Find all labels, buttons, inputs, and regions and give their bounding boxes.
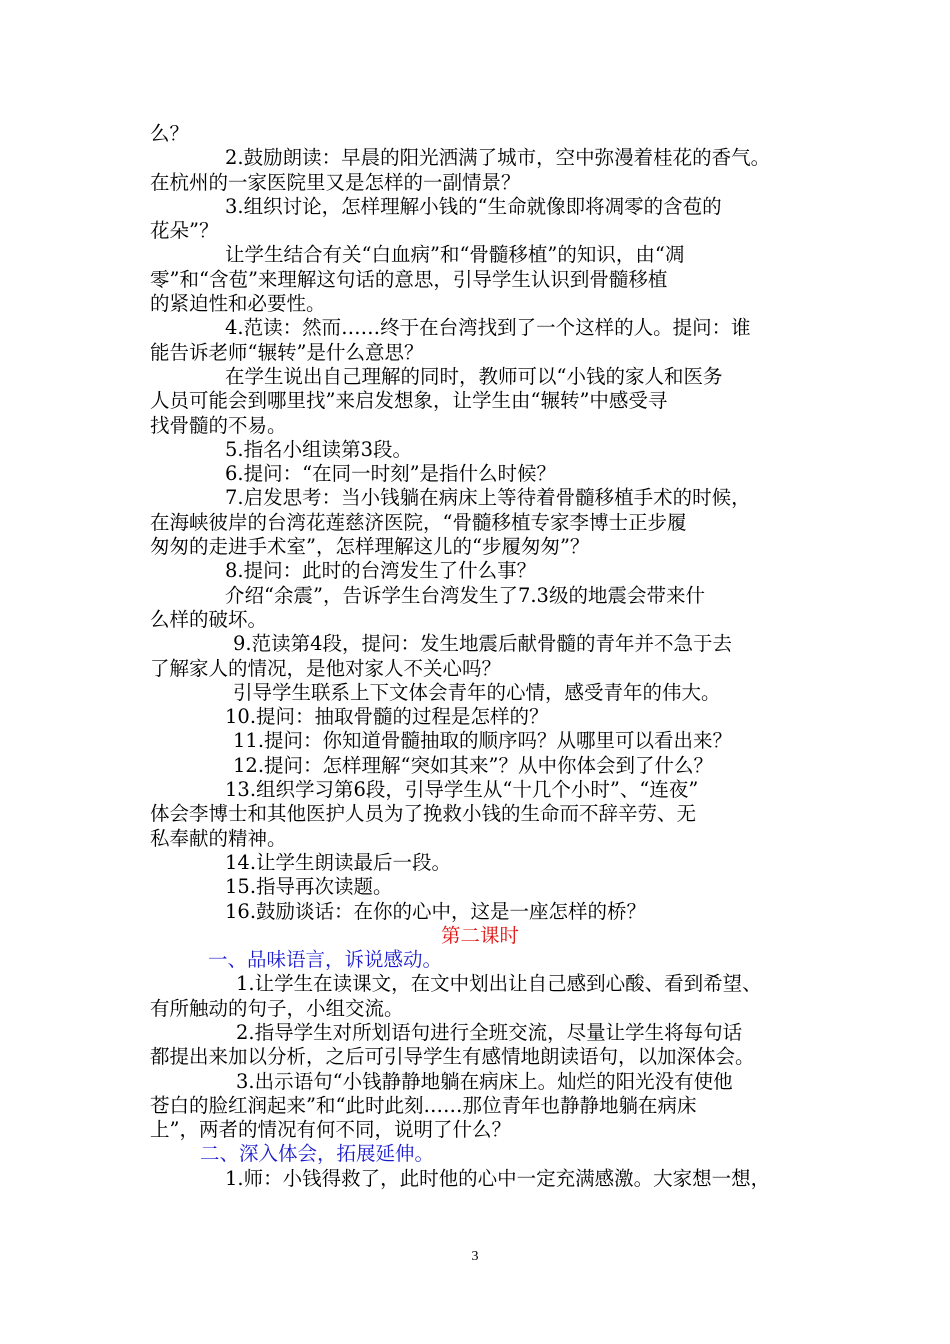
text-line: 5.指名小组读第3段。 (225, 437, 413, 461)
text-line: 匆匆的走进手术室”，怎样理解这儿的“步履匆匆”？ (150, 535, 590, 559)
text-line: 介绍“余震”，告诉学生台湾发生了7.3级的地震会带来什 (225, 583, 705, 607)
page-number: 3 (471, 1249, 479, 1264)
text-line: 在海峡彼岸的台湾花莲慈济医院，“骨髓移植专家李博士正步履 (150, 510, 687, 534)
text-line: 么？ (150, 122, 190, 145)
text-line: 花朵”？ (150, 219, 219, 243)
text-line: 人员可能会到哪里找”来启发想象，让学生由“辗转”中感受寻 (150, 389, 668, 413)
text-line: 能告诉老师“辗转”是什么意思？ (150, 340, 424, 364)
text-line: 13.组织学习第6段，引导学生从“十几个小时”、“连夜” (225, 778, 699, 802)
text-line: 6.提问：“在同一时刻”是指什么时候？ (225, 462, 557, 486)
text-line: 11.提问：你知道骨髓抽取的顺序吗？从哪里可以看出来？ (233, 729, 733, 753)
text-line: 3.出示语句“小钱静静地躺在病床上。灿烂的阳光没有使他 (236, 1069, 733, 1093)
text-line: 8.提问：此时的台湾发生了什么事？ (225, 559, 537, 583)
text-line: 16.鼓励谈话：在你的心中，这是一座怎样的桥？ (225, 899, 647, 923)
text-line: 在杭州的一家医院里又是怎样的一副情景？ (150, 170, 521, 194)
text-line: 体会李博士和其他医护人员为了挽救小钱的生命而不辞辛劳、无 (150, 802, 697, 826)
text-line: 在学生说出自己理解的同时，教师可以“小钱的家人和医务 (225, 364, 723, 388)
text-line: 上”，两者的情况有何不同，说明了什么？ (150, 1118, 511, 1142)
text-line: 3.组织讨论，怎样理解小钱的“生命就像即将凋零的含苞的 (225, 194, 722, 218)
section-heading: 二、深入体会，拓展延伸。 (200, 1142, 435, 1166)
section-heading: 一、品味语言，诉说感动。 (208, 948, 443, 972)
text-line: 的紧迫性和必要性。 (150, 292, 326, 316)
text-line: 7.启发思考：当小钱躺在病床上等待着骨髓移植手术的时候， (225, 486, 751, 510)
text-line: 2.鼓励朗读：早晨的阳光洒满了城市，空中弥漫着桂花的香气。 (225, 146, 771, 170)
text-line: 苍白的脸红润起来”和“此时此刻……那位青年也静静地躺在病床 (150, 1093, 697, 1117)
text-line: 4.范读：然而……终于在台湾找到了一个这样的人。提问：谁 (225, 316, 751, 340)
text-line: 1.师：小钱得救了，此时他的心中一定充满感激。大家想一想， (225, 1166, 771, 1190)
text-line: 1.让学生在读课文，在文中划出让自己感到心酸、看到希望、 (236, 972, 762, 996)
section-title: 第二课时 (440, 923, 519, 947)
text-line: 有所触动的句子，小组交流。 (150, 996, 404, 1020)
text-line: 了解家人的情况，是他对家人不关心吗？ (150, 656, 502, 680)
text-line: 零”和“含苞”来理解这句话的意思，引导学生认识到骨髓移植 (150, 267, 668, 291)
text-line: 14.让学生朗读最后一段。 (225, 850, 452, 874)
text-line: 私奉献的精神。 (150, 826, 287, 850)
text-line: 12.提问：怎样理解“突如其来”？从中你体会到了什么？ (233, 753, 713, 777)
text-line: 让学生结合有关“白血病”和“骨髓移植”的知识，由“凋 (225, 243, 685, 267)
text-line: 10.提问：抽取骨髓的过程是怎样的？ (225, 705, 549, 729)
text-line: 找骨髓的不易。 (150, 413, 287, 437)
document-body (150, 122, 810, 1191)
text-line: 都提出来加以分析，之后可引导学生有感情地朗读语句，以加深体会。 (150, 1045, 755, 1069)
text-line: 么样的破坏。 (150, 607, 268, 631)
text-line: 15.指导再次读题。 (225, 875, 393, 899)
text-line: 9.范读第4段，提问：发生地震后献骨髓的青年并不急于去 (233, 632, 733, 656)
text-line: 引导学生联系上下文体会青年的心情，感受青年的伟大。 (233, 680, 721, 704)
text-line: 2.指导学生对所划语句进行全班交流，尽量让学生将每句话 (236, 1020, 743, 1044)
